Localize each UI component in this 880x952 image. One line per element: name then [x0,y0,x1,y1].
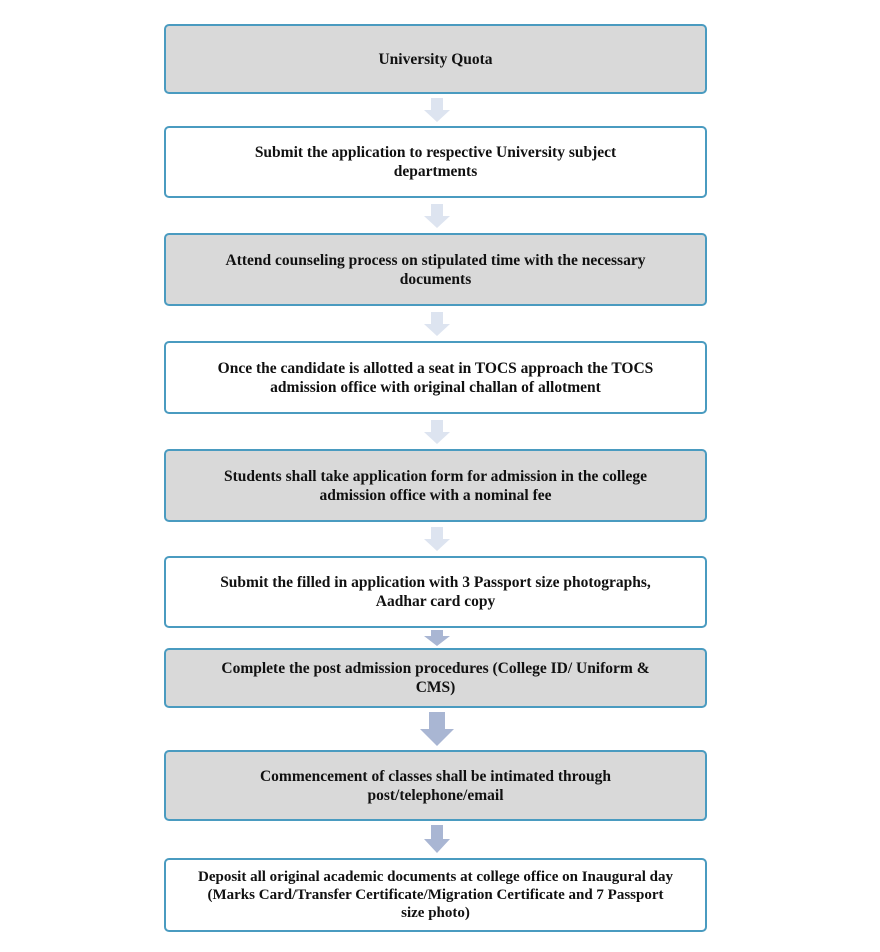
step-submit-filled-application [164,556,707,628]
down-arrow-icon [424,420,450,444]
step-take-application-form [164,449,707,522]
step-text: Submit the filled in application with 3 Passport size photographs, Aadhar card copy [220,574,651,610]
step-text: Commencement of classes shall be intimated through post/telephone/email [259,767,612,804]
down-arrow-icon [424,630,450,646]
step-text: Deposit all original academic documents at college office on Inaugural day (Marks Card/Transfer Certificate/Migration Certificate and 7 Passport size photo) [198,869,673,921]
step-text: Once the candidate is allotted a seat in TOCS approach the TOCS admission office with original challan of allotment [217,359,654,396]
down-arrow-icon [424,527,450,551]
step-text: Students shall take application form for admission in the college admission office with a nominal fee [224,467,647,504]
step-deposit-documents [164,858,707,932]
step-university-quota [164,24,707,94]
step-text: Submit the application to respective University subject departments [254,144,617,180]
step-attend-counseling [164,233,707,306]
step-approach-admission-office [164,341,707,414]
step-text: Complete the post admission procedures (College ID/ Uniform & CMS) [221,660,650,696]
step-submit-application [164,126,707,198]
step-text: University Quota [378,50,493,68]
down-arrow-icon [424,204,450,228]
down-arrow-icon [424,312,450,336]
step-commencement-of-classes [164,750,707,821]
down-arrow-icon [420,712,454,746]
down-arrow-icon [424,98,450,122]
step-text: Attend counseling process on stipulated time with the necessary documents [225,251,646,288]
step-post-admission-procedures [164,648,707,708]
down-arrow-icon [424,825,450,853]
